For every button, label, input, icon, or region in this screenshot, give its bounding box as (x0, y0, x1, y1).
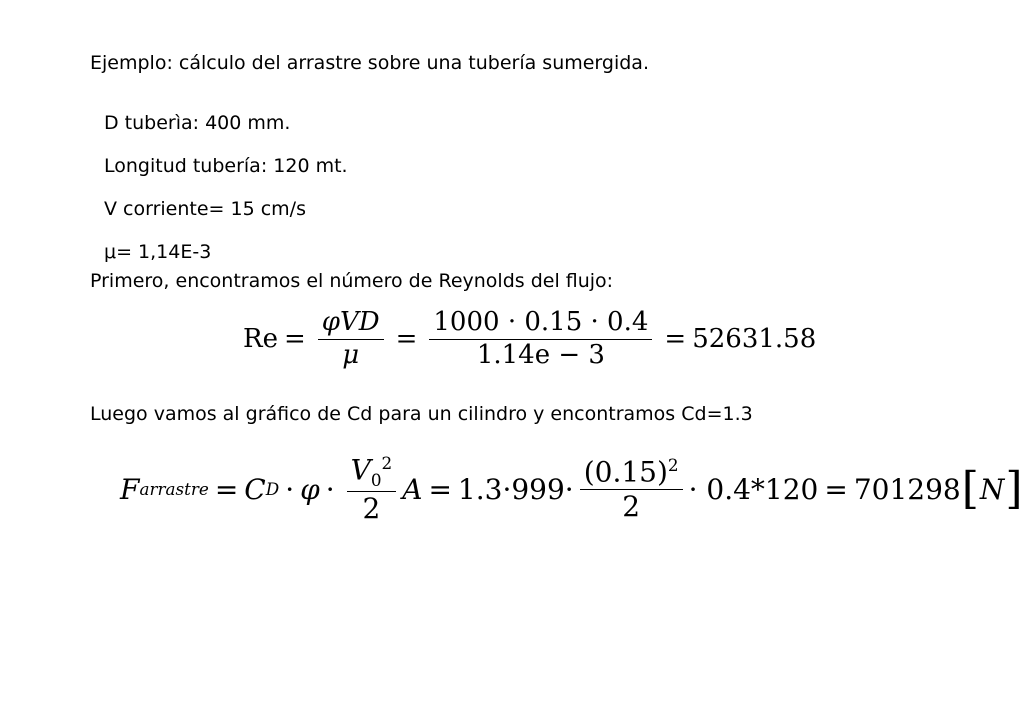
fraction-numerator (580, 454, 683, 489)
velocity-fraction (347, 452, 397, 526)
equals-sign: = (283, 324, 306, 354)
fraction-denominator: μ (342, 339, 360, 370)
unit-symbol: N (979, 472, 1005, 506)
fraction-symbolic (318, 309, 384, 369)
force-subscript: arrastre (139, 479, 209, 499)
param-velocity: V corriente= 15 cm/s (104, 198, 306, 220)
equals-sign: = (428, 472, 452, 506)
cd-symbol: C (244, 472, 266, 506)
area-symbol: A (402, 472, 423, 506)
equals-sign: = (214, 472, 239, 506)
reynolds-result: 52631.58 (692, 324, 817, 354)
force-symbol: F (120, 472, 140, 506)
equals-sign: = (664, 324, 687, 354)
tail-values: · 0.4*120 (688, 472, 819, 506)
fraction-denominator: 2 (622, 489, 641, 523)
slide-title: Ejemplo: cálculo del arrastre sobre una tubería sumergida. (90, 52, 649, 74)
fraction-denominator: 2 (362, 492, 381, 526)
dot-operator: · (325, 472, 335, 506)
fraction-numerator: 1000 · 0.15 · 0.4 (433, 307, 649, 338)
speed-fraction (580, 454, 683, 523)
velocity-subscript: 0 (370, 469, 382, 490)
speed-exponent: 2 (667, 454, 679, 475)
equals-sign: = (395, 324, 418, 354)
step-cd-text: Luego vamos al gráfico de Cd para un cilindro y encontramos Cd=1.3 (90, 403, 753, 425)
velocity-exponent: 2 (381, 452, 393, 473)
drag-result: 701298 (853, 472, 961, 506)
re-symbol: Re (243, 324, 278, 354)
coef-values: 1.3·999· (457, 472, 574, 506)
param-diameter: D tuberìa: 400 mm. (104, 112, 291, 134)
cd-subscript: D (265, 479, 280, 499)
step-reynolds-text: Primero, encontramos el número de Reynolds del flujo: (90, 270, 614, 292)
density-symbol: φ (300, 472, 320, 506)
equals-sign: = (824, 472, 848, 506)
param-viscosity: μ= 1,14E-3 (104, 241, 212, 263)
velocity-symbol: V (350, 452, 371, 486)
right-bracket: ] (1005, 463, 1023, 514)
fraction-numerator: φVD (321, 307, 380, 338)
left-bracket: [ (961, 463, 979, 514)
fraction-denominator: 1.14e − 3 (476, 339, 605, 370)
speed-value: (0.15) (583, 455, 668, 489)
dot-operator: · (285, 472, 295, 506)
fraction-numerator (347, 452, 397, 492)
reynolds-equation (243, 304, 816, 374)
drag-force-equation (120, 448, 1024, 530)
fraction-numeric (429, 309, 652, 369)
param-length: Longitud tubería: 120 mt. (104, 155, 348, 177)
